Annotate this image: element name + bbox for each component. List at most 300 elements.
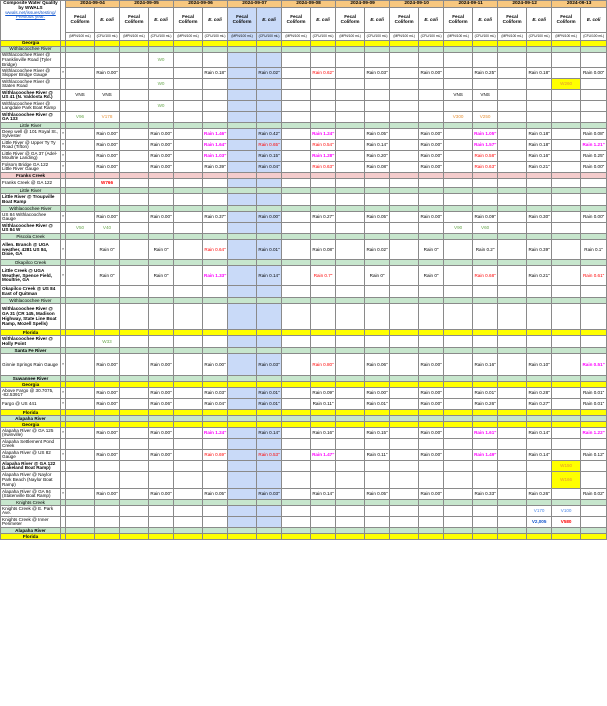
marker-cell: * (61, 162, 66, 173)
value-cell (66, 304, 95, 330)
value-cell (66, 212, 95, 223)
value-cell (498, 129, 527, 140)
table-row (1, 223, 607, 234)
value-cell (390, 101, 419, 112)
value-cell: V96 (66, 112, 95, 123)
value-cell (228, 194, 257, 206)
value-cell (390, 354, 419, 376)
unit-label: (MPN/100 mL) (552, 33, 581, 41)
value-cell (174, 399, 203, 410)
value-cell (336, 53, 365, 68)
value-cell (390, 140, 419, 151)
value-cell (203, 90, 228, 101)
marker-cell: * (61, 489, 66, 500)
value-cell (390, 439, 419, 450)
value-cell: VNS (473, 90, 498, 101)
value-cell (473, 472, 498, 489)
value-cell (581, 472, 607, 489)
value-cell (174, 179, 203, 188)
value-cell: Rain 1.22" (581, 428, 607, 439)
value-cell (390, 266, 419, 286)
value-cell (498, 506, 527, 517)
date-header-9: 2024-09-13 (552, 1, 607, 8)
value-cell (390, 90, 419, 101)
value-cell (552, 53, 581, 68)
unit-label: (MPN/100 mL) (336, 33, 365, 41)
value-cell (336, 399, 365, 410)
marker-cell: * (61, 428, 66, 439)
value-cell (203, 79, 228, 90)
value-cell (120, 53, 149, 68)
value-cell: Rain 0.05" (365, 129, 390, 140)
value-cell (282, 151, 311, 162)
table-row (1, 112, 607, 123)
value-cell (390, 472, 419, 489)
value-cell (120, 79, 149, 90)
page-title: Composite Water Quality (3, 0, 58, 5)
value-cell (174, 286, 203, 298)
value-cell (174, 140, 203, 151)
value-cell (527, 472, 552, 489)
marker-cell: * (61, 151, 66, 162)
value-cell (120, 151, 149, 162)
value-cell (95, 517, 120, 528)
value-cell: Rain 0.00" (95, 450, 120, 461)
location-cell: Withlacoochee River @ Staten Road (1, 79, 61, 90)
value-cell: Rain 0.63" (473, 162, 498, 173)
value-cell: Rain 0.00" (419, 388, 444, 399)
value-cell (527, 336, 552, 348)
value-cell (498, 428, 527, 439)
value-cell (444, 489, 473, 500)
value-cell (282, 304, 311, 330)
value-cell: Rain 0.14" (365, 140, 390, 151)
fecal-coliform-header: Fecal Coliform (336, 8, 365, 33)
table-row (1, 90, 607, 101)
value-cell: Rain 0.02" (365, 240, 390, 260)
value-cell (203, 461, 228, 472)
value-cell (228, 129, 257, 140)
value-cell (444, 354, 473, 376)
value-cell (365, 90, 390, 101)
location-cell: Ginnie Springs Rain Gauge (1, 354, 61, 376)
value-cell (66, 162, 95, 173)
value-cell (120, 68, 149, 79)
value-cell (282, 223, 311, 234)
value-cell (228, 90, 257, 101)
value-cell (257, 534, 282, 540)
value-cell: Rain 0.03" (365, 68, 390, 79)
value-cell: Rain 0.00" (95, 428, 120, 439)
value-cell (498, 304, 527, 330)
value-cell (473, 101, 498, 112)
value-cell (444, 472, 473, 489)
location-cell: Georgia (1, 41, 61, 47)
value-cell (174, 354, 203, 376)
value-cell (120, 336, 149, 348)
value-cell: Rain 0" (149, 240, 174, 260)
table-row (1, 354, 607, 376)
fecal-coliform-header: Fecal Coliform (498, 8, 527, 33)
value-cell (365, 461, 390, 472)
value-cell (174, 388, 203, 399)
value-cell (581, 506, 607, 517)
value-cell (498, 534, 527, 540)
date-header-6: 2024-09-10 (390, 1, 444, 8)
value-cell: Rain 0.05" (203, 489, 228, 500)
marker-cell: * (61, 140, 66, 151)
value-cell (228, 399, 257, 410)
value-cell: Rain 0.00" (95, 354, 120, 376)
location-cell: Withlacoochee River @ Skipper Bridge Gauge (1, 68, 61, 79)
value-cell (311, 336, 336, 348)
location-cell: Alapaha Settlement Pond Creek (1, 439, 61, 450)
value-cell (282, 140, 311, 151)
value-cell: W0 (149, 53, 174, 68)
value-cell (282, 534, 311, 540)
value-cell (365, 304, 390, 330)
value-cell (282, 336, 311, 348)
value-cell (336, 450, 365, 461)
value-cell (444, 506, 473, 517)
unit-label: (MPN/100 mL) (120, 33, 149, 41)
value-cell (390, 68, 419, 79)
location-cell: Santa Fe River (1, 348, 61, 354)
value-cell (228, 517, 257, 528)
value-cell (473, 439, 498, 450)
table-row (1, 179, 607, 188)
value-cell (444, 450, 473, 461)
value-cell: Rain 0" (149, 266, 174, 286)
value-cell (473, 534, 498, 540)
table-row (1, 79, 607, 90)
testing-link[interactable]: wwals.net/issues/testing/ (5, 9, 56, 15)
unit-label: (CFU/100 mL) (203, 33, 228, 41)
value-cell: Rain 0.61" (581, 266, 607, 286)
value-cell: Rain 0.39" (527, 240, 552, 260)
value-cell (120, 194, 149, 206)
title-cell (1, 1, 61, 41)
location-cell: Florida (1, 534, 61, 540)
value-cell (174, 129, 203, 140)
value-cell (336, 140, 365, 151)
value-cell: Rain 0.00" (419, 399, 444, 410)
value-cell (365, 506, 390, 517)
value-cell (527, 461, 552, 472)
value-cell (149, 194, 174, 206)
value-cell (444, 428, 473, 439)
date-header-0: 2024-09-04 (66, 1, 120, 8)
value-cell (228, 472, 257, 489)
value-cell (390, 388, 419, 399)
unit-label: (CFU/100 mL) (527, 33, 552, 41)
value-cell: Rain 0.80" (311, 354, 336, 376)
value-cell (419, 439, 444, 450)
value-cell: Rain 1.24" (311, 129, 336, 140)
location-cell: Withlacoochee River @ US 41 (N. Valdosta Rd.) (1, 90, 61, 101)
value-cell (498, 240, 527, 260)
value-cell: V178 (95, 112, 120, 123)
ecoli-header: E. coli (581, 8, 607, 33)
ecoli-header: E. coli (527, 8, 552, 33)
value-cell: Rain 0.09" (473, 212, 498, 223)
value-cell (311, 79, 336, 90)
value-cell: V60 (473, 223, 498, 234)
value-cell (120, 240, 149, 260)
value-cell (581, 179, 607, 188)
value-cell (228, 506, 257, 517)
table-row (1, 240, 607, 260)
value-cell: VNS (95, 90, 120, 101)
value-cell (552, 304, 581, 330)
location-cell: Alapaha River @ GA 122 (Lakeland Boat Ramp) (1, 461, 61, 472)
value-cell: Rain 0.00" (95, 129, 120, 140)
value-cell: Rain 0.00" (581, 212, 607, 223)
value-cell: W166 (552, 472, 581, 489)
value-cell (444, 266, 473, 286)
unit-label: (MPN/100 mL) (444, 33, 473, 41)
value-cell: V170 (527, 506, 552, 517)
value-cell: Rain 0.00" (149, 354, 174, 376)
value-cell (120, 489, 149, 500)
value-cell (282, 112, 311, 123)
value-cell (581, 461, 607, 472)
value-cell (95, 194, 120, 206)
location-cell: Withlacoochee River @ GA 31 (CR 145, Madison Highway, State Line Boat Ramp, Mozell Spells) (1, 304, 61, 330)
value-cell: Rain 0.00" (419, 450, 444, 461)
location-cell: Withlacoochee River @ Franklinville Road (Tyler Bridge) (1, 53, 61, 68)
value-cell: Rain 0.26" (473, 399, 498, 410)
unit-label: (MPN/100 mL) (228, 33, 257, 41)
value-cell (174, 472, 203, 489)
value-cell (365, 517, 390, 528)
value-cell (419, 506, 444, 517)
value-cell: Rain 0.06" (365, 354, 390, 376)
value-cell (66, 517, 95, 528)
unit-label: (MPN/100 mL) (498, 33, 527, 41)
fecal-coliform-header: Fecal Coliform (552, 8, 581, 33)
value-cell (174, 101, 203, 112)
value-cell (311, 461, 336, 472)
value-cell (365, 79, 390, 90)
value-cell (174, 489, 203, 500)
value-cell (311, 534, 336, 540)
value-cell: Rain 1.46" (203, 129, 228, 140)
value-cell (336, 336, 365, 348)
value-cell (336, 266, 365, 286)
value-cell: Rain 0.00" (419, 428, 444, 439)
location-cell: Little River (1, 188, 61, 194)
value-cell (365, 286, 390, 298)
value-cell (120, 304, 149, 330)
value-cell (581, 517, 607, 528)
value-cell: Rain 0.06" (149, 399, 174, 410)
value-cell (149, 304, 174, 330)
unit-label: (MPN/100 mL) (174, 33, 203, 41)
value-cell (311, 223, 336, 234)
value-cell (552, 179, 581, 188)
value-cell (336, 90, 365, 101)
value-cell (228, 266, 257, 286)
value-cell (174, 68, 203, 79)
value-cell (174, 151, 203, 162)
value-cell (149, 223, 174, 234)
value-cell (552, 90, 581, 101)
value-cell (527, 223, 552, 234)
value-cell (527, 53, 552, 68)
value-cell (390, 53, 419, 68)
value-cell (581, 79, 607, 90)
value-cell (257, 286, 282, 298)
value-cell (120, 388, 149, 399)
value-cell (95, 79, 120, 90)
value-cell (336, 194, 365, 206)
value-cell (527, 90, 552, 101)
value-cell (390, 79, 419, 90)
value-cell (498, 162, 527, 173)
value-cell (282, 68, 311, 79)
ecoli-header: E. coli (365, 8, 390, 33)
value-cell: Rain 0.00" (149, 140, 174, 151)
location-cell: Withlacoochee River @ US 84 W (1, 223, 61, 234)
value-cell: Rain 0.03" (257, 354, 282, 376)
value-cell (311, 101, 336, 112)
marker-cell: * (61, 450, 66, 461)
value-cell (149, 179, 174, 188)
value-cell (203, 534, 228, 540)
value-cell (390, 450, 419, 461)
value-cell (419, 336, 444, 348)
value-cell (174, 450, 203, 461)
value-cell (257, 194, 282, 206)
value-cell (228, 140, 257, 151)
value-cell (120, 534, 149, 540)
value-cell: Rain 0.00" (419, 162, 444, 173)
value-cell (444, 304, 473, 330)
value-cell (473, 506, 498, 517)
value-cell (444, 517, 473, 528)
value-cell (282, 179, 311, 188)
value-cell (444, 388, 473, 399)
location-cell: Alapaha River @ GA 94 (Statenville Boat Ramp) (1, 489, 61, 500)
value-cell (174, 240, 203, 260)
value-cell (282, 194, 311, 206)
location-cell: Alapaha River @ GA 125 (Irwinville) (1, 428, 61, 439)
value-cell: Rain 0.00" (149, 450, 174, 461)
value-cell (228, 162, 257, 173)
value-cell: Rain 0.00" (149, 129, 174, 140)
value-cell (228, 112, 257, 123)
value-cell: Rain 0.00" (95, 68, 120, 79)
value-cell (257, 53, 282, 68)
value-cell (498, 517, 527, 528)
ecoli-header: E. coli (95, 8, 120, 33)
table-row (1, 162, 607, 173)
value-cell (552, 428, 581, 439)
value-cell (203, 194, 228, 206)
value-cell (498, 472, 527, 489)
value-cell (444, 194, 473, 206)
value-cell (498, 450, 527, 461)
value-cell: Rain 0.14" (527, 450, 552, 461)
marker-cell: * (61, 399, 66, 410)
value-cell: Rain 0.00" (95, 140, 120, 151)
value-cell: Rain 0.28" (527, 388, 552, 399)
value-cell (120, 354, 149, 376)
value-cell (336, 489, 365, 500)
value-cell (419, 53, 444, 68)
value-cell (552, 140, 581, 151)
value-cell (203, 439, 228, 450)
value-cell (390, 506, 419, 517)
value-cell: Rain 0.00" (419, 151, 444, 162)
value-cell (552, 223, 581, 234)
value-cell: Rain 0.02" (581, 489, 607, 500)
value-cell (336, 151, 365, 162)
value-cell (282, 53, 311, 68)
value-cell (282, 90, 311, 101)
value-cell (419, 223, 444, 234)
value-cell (311, 286, 336, 298)
value-cell (419, 112, 444, 123)
value-cell: Rain 0.00" (149, 489, 174, 500)
value-cell: Rain 0.00" (419, 140, 444, 151)
value-cell (498, 179, 527, 188)
value-cell: Rain 0.21" (527, 162, 552, 173)
value-cell (66, 194, 95, 206)
value-cell (390, 223, 419, 234)
value-cell (390, 304, 419, 330)
previous-year-link[interactable]: Previous year: (15, 14, 46, 20)
value-cell (66, 53, 95, 68)
value-cell: Rain 0.00" (149, 162, 174, 173)
value-cell (336, 223, 365, 234)
value-cell: Rain 1.47" (311, 450, 336, 461)
value-cell: Rain 0.00" (95, 151, 120, 162)
value-cell (390, 194, 419, 206)
value-cell (203, 472, 228, 489)
value-cell (120, 399, 149, 410)
value-cell: Rain 0.68" (473, 266, 498, 286)
value-cell (473, 53, 498, 68)
value-cell (527, 194, 552, 206)
unit-label: (CFU/100 mL) (311, 33, 336, 41)
value-cell: W0 (149, 79, 174, 90)
value-cell (311, 112, 336, 123)
value-cell (174, 517, 203, 528)
value-cell: Rain 0.39" (203, 162, 228, 173)
value-cell (444, 286, 473, 298)
location-cell: Alapaha River @ Naylor Park Beach (Naylor Boat Ramp) (1, 472, 61, 489)
value-cell: Rain 0.00" (149, 388, 174, 399)
value-cell (228, 304, 257, 330)
value-cell (282, 472, 311, 489)
value-cell (311, 506, 336, 517)
value-cell: Rain 0.14" (527, 428, 552, 439)
value-cell: Rain 1.28" (311, 151, 336, 162)
value-cell (203, 304, 228, 330)
location-cell: Folsom Bridge GA 122 Little River Gauge (1, 162, 61, 173)
value-cell (174, 90, 203, 101)
value-cell (390, 151, 419, 162)
value-cell (228, 179, 257, 188)
value-cell (581, 534, 607, 540)
value-cell: Rain 0.00" (149, 428, 174, 439)
value-cell (419, 517, 444, 528)
value-cell (444, 439, 473, 450)
value-cell (282, 388, 311, 399)
value-cell (174, 336, 203, 348)
